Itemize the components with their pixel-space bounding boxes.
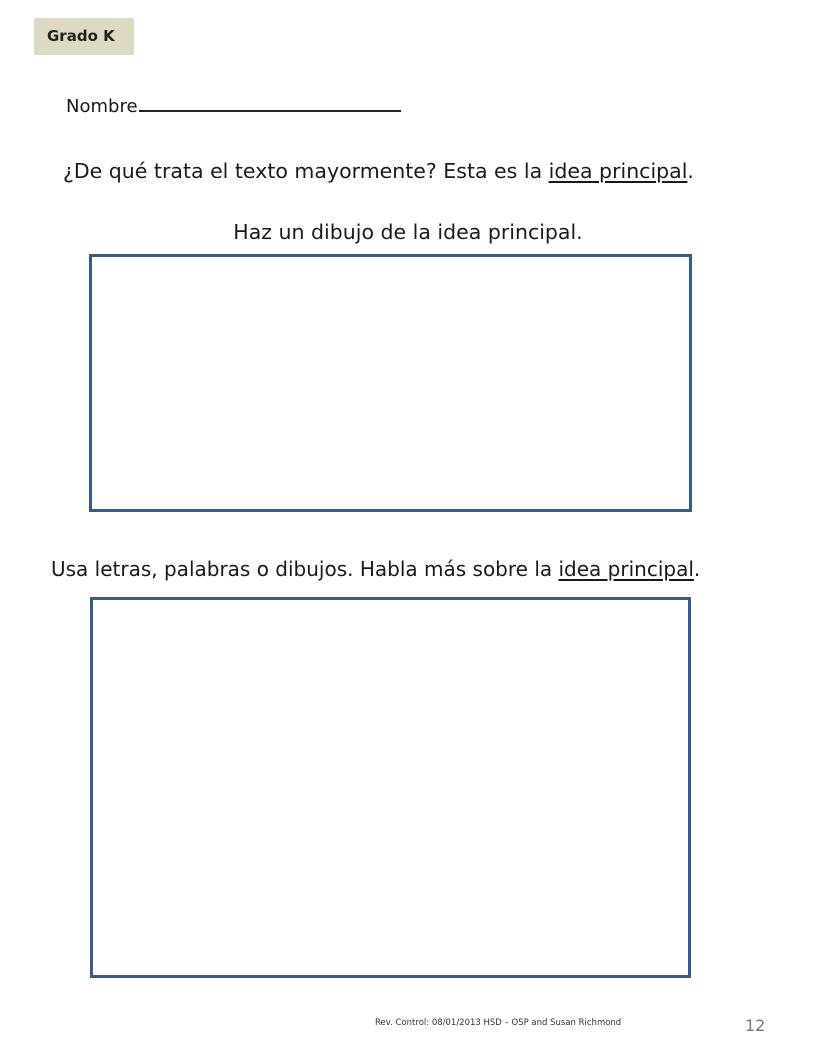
main-idea-question-text: ¿De qué trata el texto mayormente? Esta es la bbox=[63, 159, 549, 183]
writing-box[interactable] bbox=[90, 597, 691, 978]
name-label: Nombre bbox=[66, 96, 138, 117]
drawing-box[interactable] bbox=[89, 254, 692, 512]
name-blank-line[interactable] bbox=[139, 93, 401, 112]
main-idea-question bbox=[63, 159, 694, 183]
details-question bbox=[51, 557, 700, 581]
draw-prompt: Haz un dibujo de la idea principal. bbox=[233, 220, 583, 244]
grade-tag: Grado K bbox=[34, 18, 134, 55]
name-field bbox=[66, 93, 401, 117]
page-number: 12 bbox=[745, 1016, 766, 1035]
details-question-text: Usa letras, palabras o dibujos. Habla más sobre la bbox=[51, 557, 559, 581]
main-idea-question-end: . bbox=[687, 159, 694, 183]
main-idea-term: idea principal bbox=[548, 159, 688, 183]
footer-text: Rev. Control: 08/01/2013 HSD – OSP and Susan Richmond bbox=[375, 1018, 622, 1028]
details-main-idea-term: idea principal bbox=[558, 557, 694, 581]
details-question-end: . bbox=[693, 557, 701, 581]
